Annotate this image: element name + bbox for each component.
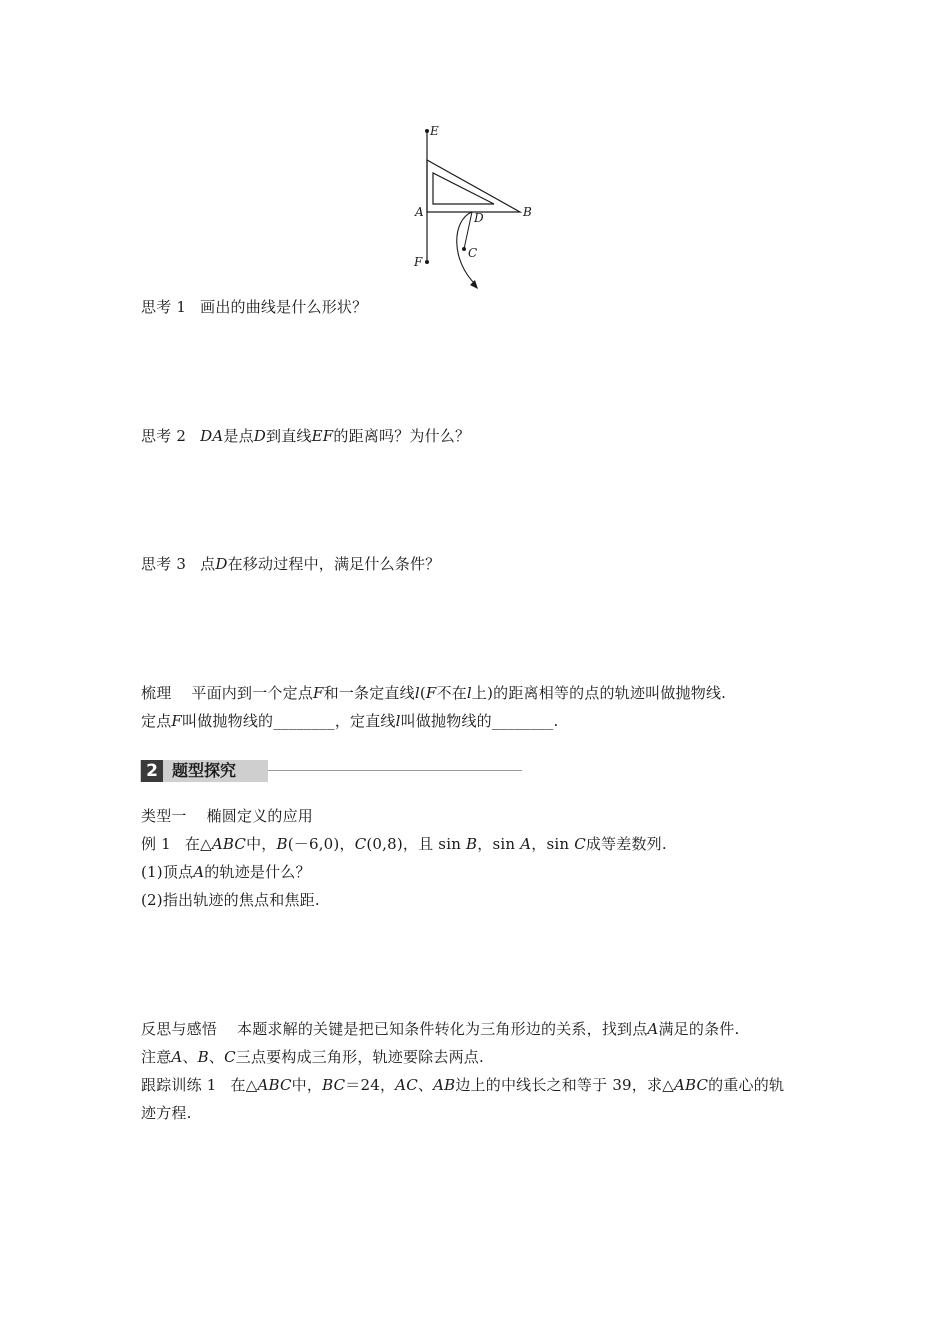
summary-label: 梳理 [141,684,172,702]
string-dc [464,212,472,249]
summary-t3: ( [419,684,426,702]
ex-sina: A [520,835,532,853]
pr-t4: 边上的中线长之和等于 39，求△ [455,1076,674,1094]
think-1 [141,297,367,317]
pr-bc: BC [322,1076,346,1094]
think-2-text-c: 的距离吗？为什么？ [333,427,471,445]
think-3-label: 思考 3 [141,555,187,573]
ref-t1: 本题求解的关键是把已知条件转化为三角形边的关系，找到点 [237,1020,648,1038]
type-1-heading [141,806,313,826]
ex-sinb: B [466,835,478,853]
label-f: F [414,255,423,269]
think-2-label: 思考 2 [141,427,187,445]
ref-a: A [647,1020,659,1038]
ex-t4: (0,8)，且 sin [366,835,467,853]
type-1-label: 类型一 [141,807,187,825]
think-2-ef: EF [311,427,334,445]
summary-f1: F [313,684,324,702]
q1-t2: 的轨迹是什么？ [204,863,311,881]
ref-t4: 三点要构成三角形，轨迹要除去两点. [235,1048,484,1066]
summary-l1: l [414,684,420,702]
practice-1-label: 跟踪训练 1 [141,1076,217,1094]
think-2-text-a: 是点 [223,427,254,445]
label-c: C [468,246,478,260]
reflection-line-2 [141,1047,484,1067]
summary-line-2 [141,711,558,731]
pr-t2: 中， [291,1076,323,1094]
summary-t2: 和一条定直线 [323,684,415,702]
ref-a2: A [171,1048,183,1066]
summary-line-1 [141,683,726,703]
reflection-label: 反思与感悟 [141,1020,218,1038]
example-1-label: 例 1 [141,835,171,853]
summary-l3: l [395,712,401,730]
ex-t5: ，sin [477,835,521,853]
think-3 [141,554,440,574]
ref-t2: 满足的条件. [658,1020,740,1038]
ex-abc: ABC [211,835,247,853]
think-1-text: 画出的曲线是什么形状？ [200,298,368,316]
think-1-label: 思考 1 [141,298,187,316]
ex-t3: (－6,0)， [287,835,355,853]
ex-c: C [354,835,367,853]
point-f [425,260,429,264]
ex-t6: ，sin [531,835,575,853]
ex-sinc: C [574,835,586,853]
ref-c: C [224,1048,236,1066]
label-a: A [415,205,424,219]
pr-sep: 、 [417,1076,434,1094]
section-title: 题型探究 [172,761,237,780]
label-d: D [474,211,484,225]
point-c [462,247,466,251]
point-e [425,129,429,133]
ref-b: B [197,1048,209,1066]
q2-text: (2)指出轨迹的焦点和焦距. [141,891,320,909]
section-rule [268,770,522,771]
think-3-d: D [215,555,228,573]
think-2-text-b: 到直线 [266,427,312,445]
summary-t10: . [553,712,559,730]
summary-f2: F [425,684,437,702]
focus-blank[interactable]: ________ [273,712,335,730]
type-1-title: 椭圆定义的应用 [206,807,314,825]
practice-1-line-2 [141,1103,192,1123]
think-3-text-a: 点 [200,555,216,573]
summary-t4: 不在 [436,684,467,702]
ref-sep2: 、 [208,1048,225,1066]
parabola-construction-figure [400,120,550,295]
summary-t1: 平面内到一个定点 [191,684,314,702]
summary-t9: 叫做抛物线的 [400,712,492,730]
ex-t7: 成等差数列. [585,835,667,853]
pr-t3: ＝24， [345,1076,396,1094]
example-1-q1 [141,862,311,882]
section-header [140,759,522,783]
section-number: 2 [141,760,163,782]
think-3-text-b: 在移动过程中，满足什么条件？ [227,555,441,573]
q1-t1: (1)顶点 [141,863,194,881]
ref-sep1: 、 [182,1048,198,1066]
summary-t5: 上)的距离相等的点的轨迹叫做抛物线. [471,684,727,702]
label-e: E [430,124,439,138]
pr-t5: 的重心的轨 [708,1076,785,1094]
summary-l2: l [466,684,472,702]
pr-t1: 在△ [230,1076,258,1094]
summary-f3: F [171,712,183,730]
ex-t1: 在△ [184,835,212,853]
summary-t7: 叫做抛物线的 [182,712,274,730]
curve-arrowhead [470,280,478,289]
ex-t2: 中， [246,835,277,853]
directrix-blank[interactable]: ________ [491,712,554,730]
summary-t8: ，定直线 [334,712,396,730]
set-square-inner [433,173,494,204]
summary-t6: 定点 [141,712,172,730]
ex-b: B [276,835,288,853]
think-2-da: DA [200,427,224,445]
example-1-q2 [141,890,320,910]
pr-abc2: ABC [673,1076,709,1094]
q1-a: A [193,863,205,881]
pr-ac: AC [395,1076,418,1094]
ref-t3: 注意 [141,1048,172,1066]
pr-ab: AB [433,1076,456,1094]
practice-1-line-1 [141,1075,784,1095]
example-1 [141,834,667,854]
reflection-line-1 [141,1019,739,1039]
pr-t6: 迹方程. [141,1104,192,1122]
think-2 [141,426,470,446]
think-2-d: D [253,427,267,445]
label-b: B [523,205,532,219]
pr-abc: ABC [257,1076,292,1094]
